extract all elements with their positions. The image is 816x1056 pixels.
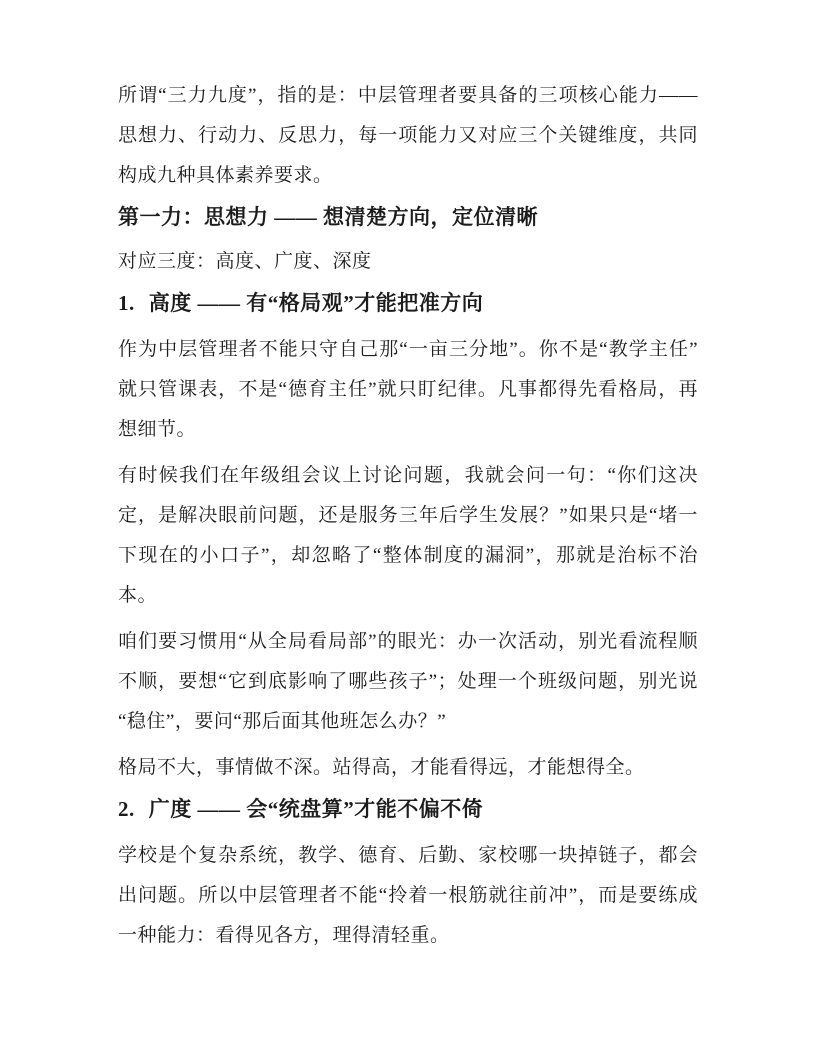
paragraph-height-2: 有时候我们在年级组会议上讨论问题，我就会问一句：“你们这决定，是解决眼前问题，还是服务三年后学生发展？”如果只是“堵一下现在的小口子”，却忽略了“整体制度的漏洞”，那就是治标不治本。 <box>118 465 698 606</box>
subsection-heading-breadth <box>118 794 698 824</box>
subsection-title: 高度 —— 有“格局观”才能把准方向 <box>148 291 484 315</box>
paragraph-height-4: 格局不大，事情做不深。站得高，才能看得远，才能想得全。 <box>118 757 645 778</box>
subsection-title: 广度 —— 会“统盘算”才能不偏不倚 <box>148 797 484 821</box>
paragraph-height-1: 作为中层管理者不能只守自己那“一亩三分地”。你不是“教学主任”就只管课表，不是“德育主任”就只盯纪律。凡事都得先看格局，再想细节。 <box>118 339 698 440</box>
paragraph-height-3: 咱们要习惯用“从全局看局部”的眼光：办一次活动，别光看流程顺不顺，要想“它到底影响了哪些孩子”；处理一个班级问题，别光说“稳住”，要问“那后面其他班怎么办？” <box>118 631 698 732</box>
paragraph-breadth-1: 学校是个复杂系统，教学、德育、后勤、家校哪一块掉链子，都会出问题。所以中层管理者不能“拎着一根筋就往前冲”，而是要练成一种能力：看得见各方，理得清轻重。 <box>118 845 698 946</box>
dimensions-line: 对应三度：高度、广度、深度 <box>118 251 372 272</box>
subsection-number: 1. <box>118 291 135 315</box>
section-heading-first-force: 第一力：思想力 —— 想清楚方向，定位清晰 <box>118 205 538 229</box>
subsection-number: 2. <box>118 797 135 821</box>
intro-paragraph: 所谓“三力九度”，指的是：中层管理者要具备的三项核心能力——思想力、行动力、反思力，每一项能力又对应三个关键维度，共同构成九种具体素养要求。 <box>118 85 698 186</box>
subsection-heading-height <box>118 288 698 318</box>
